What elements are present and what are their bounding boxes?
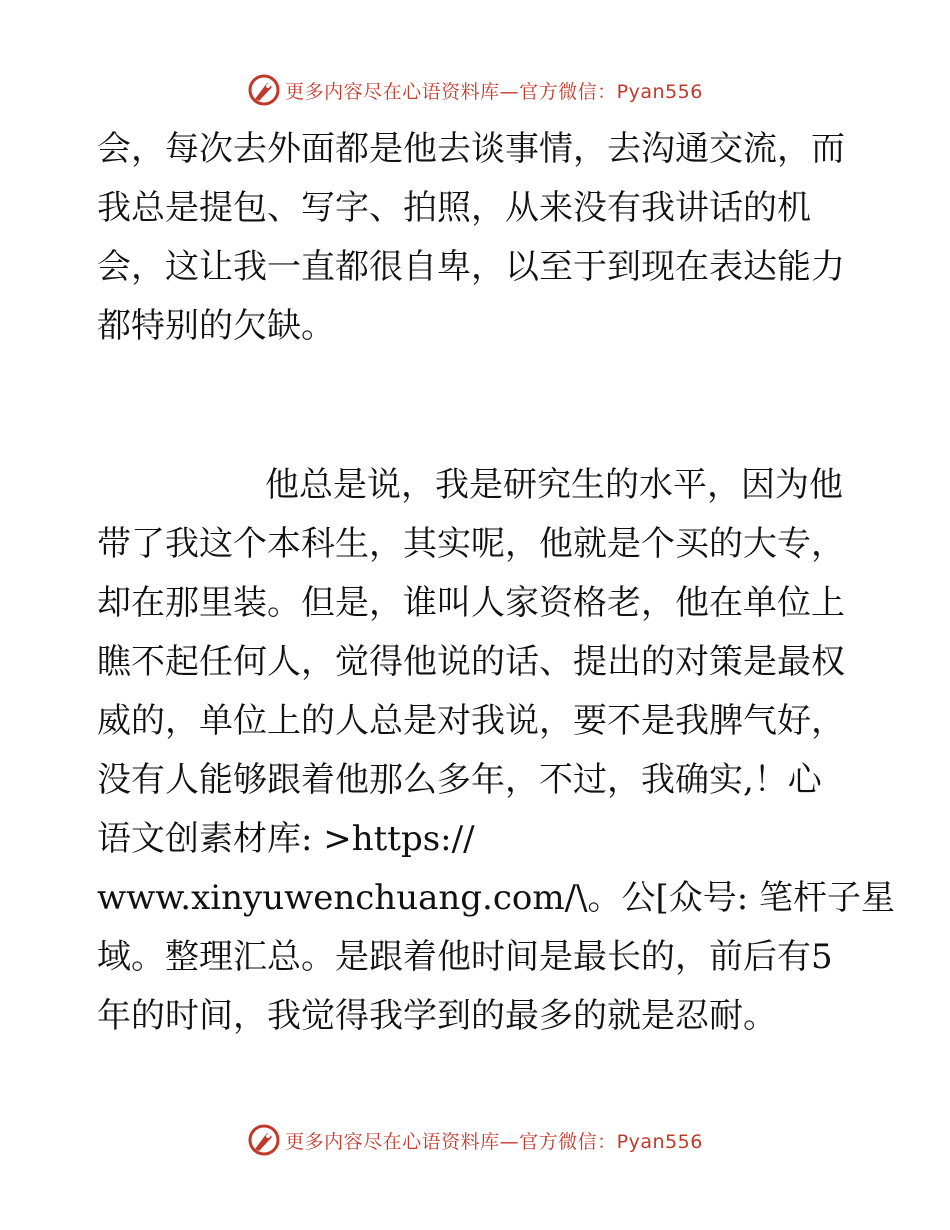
text-line: 语文创素材库: >https:// (97, 819, 475, 859)
paragraph-1 (97, 120, 857, 356)
text-line: 瞧不起任何人，觉得他说的话、提出的对策是最权 (97, 642, 845, 682)
text-line: 都特别的欠缺。 (97, 306, 335, 346)
document-body (97, 120, 896, 1046)
footer-banner-text: 更多内容尽在心语资料库—官方微信：Pyan556 (285, 1130, 703, 1153)
text-line: 会，这让我一直都很自卑，以至于到现在表达能力 (97, 247, 845, 287)
text-line: 域。整理汇总。是跟着他时间是最长的，前后有5 (97, 937, 833, 977)
pen-nib-logo-icon (247, 1123, 281, 1157)
text-line: 带了我这个本科生，其实呢，他就是个买的大专， (97, 524, 845, 564)
text-line: 没有人能够跟着他那么多年，不过，我确实,！心 (97, 760, 822, 800)
paragraph-2 (97, 456, 896, 1046)
text-line: 他总是说，我是研究生的水平，因为他 (265, 465, 843, 505)
header-banner-text: 更多内容尽在心语资料库—官方微信：Pyan556 (285, 80, 703, 103)
header-banner (0, 70, 950, 110)
text-line: 会，每次去外面都是他去谈事情，去沟通交流，而 (97, 129, 845, 169)
pen-nib-logo-icon (247, 73, 281, 107)
text-line: 却在那里装。但是，谁叫人家资格老，他在单位上 (97, 583, 845, 623)
text-line: www.xinyuwenchuang.com/\。公[众号: 笔杆子星 (97, 878, 896, 918)
paragraph-spacer (97, 356, 857, 456)
footer-banner (0, 1120, 950, 1160)
text-line: 我总是提包、写字、拍照，从来没有我讲话的机 (97, 188, 811, 228)
text-line: 威的，单位上的人总是对我说，要不是我脾气好， (97, 701, 845, 741)
text-line: 年的时间，我觉得我学到的最多的就是忍耐。 (97, 996, 777, 1036)
